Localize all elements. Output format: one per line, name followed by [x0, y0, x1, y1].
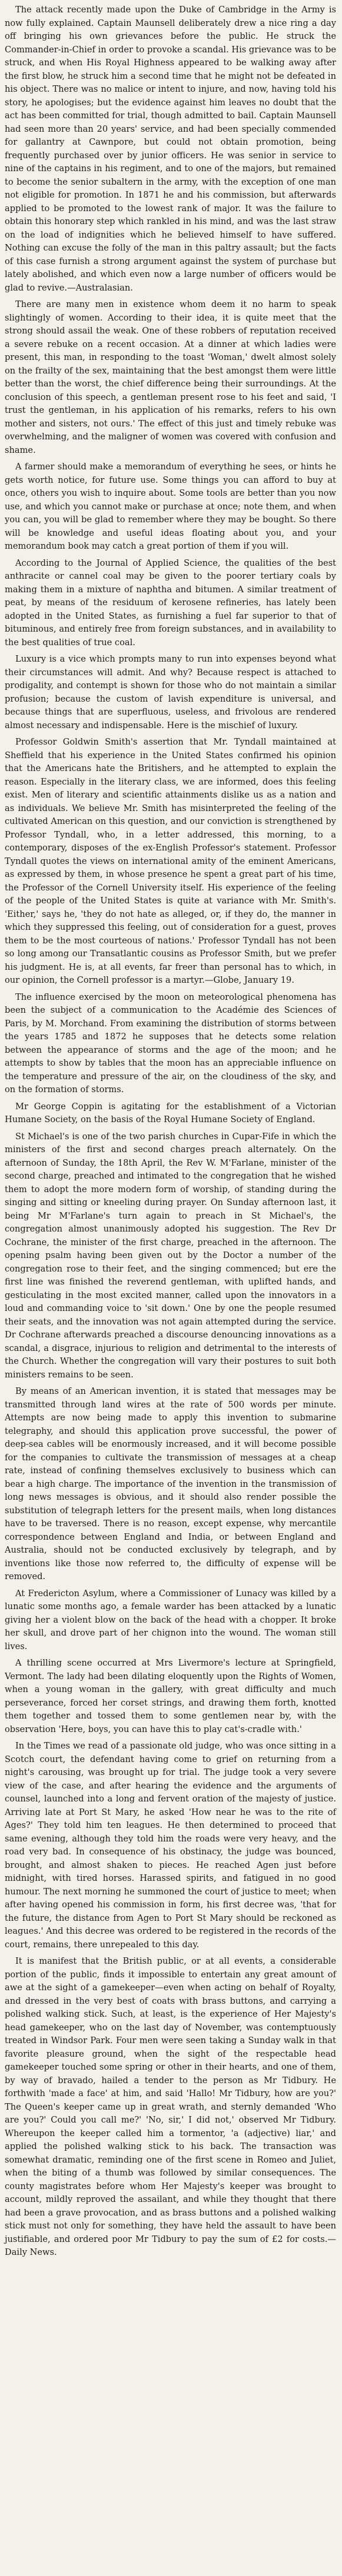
paragraph-telegraph-invention: By means of an American invention, it is stated that messages may be transmitted through land wires at the rate of 500 words per minute. Attempts are now being made to apply this invention to submarine telegraphy, and should this application prove successful, the power of deep-sea cables will be enormously increased, and it will become possible for the companies to cultivate the transmission of messages at a cheap rate, instead of confining themselves exclusively to business which can bear a high charge. The importance of the invention in the transmission of long news messages is obvious, and it should also render possible the substitution of telegraph letters for the present mails, when long distances have to be traversed. There is no reason, except expense, why mercantile correspondence between England and India, or between England and Australia, should not be conducted exclusively by telegraph, and by inventions like those now referred to, the difficulty of expense will be removed. — [5, 1386, 336, 1581]
paragraph-asylum-attack: At Fredericton Asylum, where a Commissioner of Lunacy was killed by a lunatic some months ago, a female warder has been attacked by a lunatic giving her a violent blow on the back of the head with a chopper. It broke her skull, and drove part of her chignon into the wound. The woman still lives. — [5, 1588, 336, 1651]
paragraph-moon-storms: The influence exercised by the moon on meteorological phenomena has been the subject of a communication to the Académie des Sciences of Paris, by M. Morchand. From examining the distribution of storms between the years 1785 and 1872 he supposes that he detects some relation between the appearance of storms and the age of the moon; and he attempts to show by tables that the moon has an appreciable influence on the temperature and pressure of the air, on the cloudiness of the sky, and on the formation of storms. — [5, 992, 336, 1095]
paragraph-lecture-scene: A thrilling scene occurred at Mrs Livermore's lecture at Springfield, Vermont. The lady had been dilating eloquently upon the Rights of Women, when a young woman in the gallery, with great difficulty and much perseverance, forced her corset strings, and drawing them forth, knotted them together and tossed them to some gentlemen near by, with the observation 'Here, boys, you can have this to play cat's-cradle with.' — [5, 1658, 336, 1734]
paragraph-coal-improvement: According to the Journal of Applied Science, the qualities of the best anthracite or cannel coal may be given to the poorer tertiary coals by making them in a mixture of naphtha and bitumen. A similar treatment of peat, by means of the residuum of kerosene refineries, has lately been adopted in the United States, as furnishing a fuel far superior to that of bituminous, and entirely free from foreign substances, and in availability to the best qualities of true coal. — [5, 558, 336, 648]
paragraph-army-affair: The attack recently made upon the Duke of Cambridge in the Army is now fully explained. Captain Maunsell deliberately drew a nice ring a day off bringing his own grievances before the public. He struck the Commander-in-Chief in order to provoke a scandal. His grievance was to be struck, and when His Royal Highness appeared to be walking away after the first blow, he struck him a second time that he might not be defeated in his object. There was no malice or intent to injure, and now, having told his story, he apologises; but the evidence against him leaves no doubt that the act has been committed for trial, though admitted to bail. Captain Maunsell had seen more than 20 years' service, and had been specially commended for gallantry at Cawnpore, but could not obtain promotion, being frequently purchased over by junior officers. He was senior in service to nine of the captains in his regiment, and to one of the majors, but remained to become the senior subaltern in the army, with the exception of one man not eligible for promotion. In 1871 he and his commission, but afterwards applied to be promoted to the lowest rank of major. It was the failure to obtain this honorary step which rankled in his mind, and was the last straw on the load of indignities which he believed himself to have suffered. Nothing can excuse the folly of the man in this paltry assault; but the facts of this case furnish a strong argument against the system of purchase but lately abolished, and which even now a large number of officers would be glad to revive.—Australasian. — [5, 5, 336, 293]
paragraph-humane-society: Mr George Coppin is agitating for the establishment of a Victorian Humane Society, on the basis of the Royal Humane Society of England. — [5, 1101, 336, 1125]
paragraph-windsor-gamekeeper: It is manifest that the British public, or at all events, a considerable portion of the public, finds it impossible to entertain any great amount of awe at the sight of a gamekeeper—even when acting on behalf of Royalty, and dressed in the very best of coats with brass buttons, and carrying a polished walking stick. Such, at least, is the experience of Her Majesty's head gamekeeper, who on the last day of November, was contemptuously treated in Windsor Park. Four men were seen taking a Sunday walk in that favorite pleasure ground, when the sight of the respectable head gamekeeper touched some spring or other in their hearts, and one of them, by way of bravado, hailed a tender to the person as Mr Tidbury. He forthwith 'made a face' at him, and said 'Hallo! Mr Tidbury, how are you?' The Queen's keeper came up in great wrath, and sternly demanded 'Who are you?' Could you call me?' 'No, sir,' I did not,' observed Mr Tidbury. Whereupon the keeper called him a tormentor, 'a (adjective) liar,' and applied the polished walking stick to his back. The transaction was somewhat dramatic, reminding one of the first scene in Romeo and Juliet, when the biting of a thumb was followed by similar consequences. The county magistrates before whom Her Majesty's keeper was brought to account, mildly reproved the assailant, and while they thought that there had been a grave provocation, and as brass buttons and a polished walking stick must not only for something, they have held the assault to have been justifiable, and ordered poor Mr Tidbury to pay the sum of £2 for costs.—Daily News. — [5, 1956, 336, 2257]
paragraph-farmer-memorandum: A farmer should make a memorandum of everything he sees, or hints he gets worth notice, for future use. Some things you can afford to buy at once, others you wish to inquire about. Some tools are better than you now use, and which you cannot make or purchase at once; note them, and when you can, you will be glad to remember where they may be bought. So there will be knowledge and useful ideas floating about you, and your memorandum book may catch a great portion of them if you will. — [5, 462, 336, 551]
paragraph-tyndall-americans: Professor Goldwin Smith's assertion that Mr. Tyndall maintained at Sheffield that his experience in the United States confirmed his opinion that the Americans hate the Britishers, and he attempted to explain the reason. Especially in the literary class, we are informed, does this feeling exist. Men of literary and scientific attainments dislike us as a nation and as individuals. We believe Mr. Smith has misinterpreted the feeling of the cultivated American on this question, and our conviction is strengthened by Professor Tyndall, who, in a letter addressed, this morning, to a contemporary, disposes of the ex-English Professor's statement. Professor Tyndall quotes the views on international amity of the eminent Americans, as expressed by them, in whose presence he spent a great part of his time, the Professor of the Cornell University itself. His experience of the feeling of the people of the United States is quite at variance with Mr. Smith's. 'Either,' says he, 'they do not hate as alleged, or, if they do, the manner in which they suppressed this feeling, out of consideration for a guest, proves them to be the most courteous of nations.' Professor Tyndall has not been so long among our Transatlantic cousins as Professor Smith, but we prefer his judgment. He is, at all events, far freer than personal has to which, in our opinion, the Cornell professor is a martyr.—Globe, January 19. — [5, 737, 336, 985]
paragraph-cupar-church: St Michael's is one of the two parish churches in Cupar-Fife in which the ministers of the first and second charges preach alternately. On the afternoon of Sunday, the 18th April, the Rev W. M'Farlane, minister of the second charge, preached and intimated to the congregation that he wished them to adopt the more modern form of worship, of standing during the singing and sitting or kneeling during prayer. On Sunday afternoon last, it being Mr M'Farlane's turn again to preach in St Michael's, the congregation almost unanimously adopted his suggestion. The Rev Dr Cochrane, the minister of the first charge, preached in the afternoon. The opening psalm having been given out by the Doctor a number of the congregation rose to their feet, and the singing commenced; but ere the first line was finished the reverend gentleman, with uplifted hands, and gesticulating in the most excited manner, called upon the innovators in a loud and commanding voice to 'sit down.' One by one the people resumed their seats, and the innovation was not again attempted during the service. Dr Cochrane afterwards preached a discourse denouncing innovations as a scandal, a disgrace, injurious to religion and detrimental to the interests of the Church. Whether the congregation will vary their postures to suit both ministers remains to be seen. — [5, 1131, 336, 1380]
paragraph-scotch-judge: In the Times we read of a passionate old judge, who was once sitting in a Scotch court, the defendant having come to grief on returning from a night's carousing, was brought up for trial. The judge took a very severe view of the case, and after hearing the evidence and the arguments of counsel, launched into a long and fervent oration of the majesty of justice. Arriving late at Port St Mary, he asked 'How near he was to the rite of Ages?' They told him ten leagues. He then determined to proceed that same evening, although they told him the roads were very heavy, and the road very bad. In consequence of his obstinacy, the judge was bounced, brought, and almost shaken to pieces. He reached Agen just before midnight, with tired horses. Harassed spirits, and fatigued in no good humour. The next morning he summoned the court of justice to meet; when after having opened his commission in form, his first decree was, 'that for the future, the distance from Agen to Port St Mary should be reckoned as leagues.' And this decree was ordered to be registered in the records of the court, remains, there unrepealed to this day. — [5, 1741, 336, 1950]
paragraph-luxury: Luxury is a vice which prompts many to run into expenses beyond what their circumstances will admit. And why? Because respect is attached to prodigality, and contempt is shown for those who do not maintain a similar profusion; because the custom of lavish expenditure is universal, and because things that are superfluous, useless, and frivolous are rendered almost necessary and indispensable. Here is the mischief of luxury. — [5, 654, 336, 730]
paragraph-toast-to-woman: There are many men in existence whom deem it no harm to speak slightingly of women. According to their idea, it is quite meet that the strong should assail the weak. One of these robbers of reputation received a severe rebuke on a recent occasion. At a dinner at which ladies were present, this man, in responding to the toast 'Woman,' dwelt almost solely on the frailty of the sex, maintaining that the best amongst them were little better than the worst, the chief difference being their surroundings. At the conclusion of this speech, a gentleman present rose to his feet and said, 'I trust the gentleman, in his application of his remarks, refers to his own mother and sisters, not ours.' The effect of this just and timely rebuke was overwhelming, and the maligner of women was covered with confusion and shame. — [5, 299, 336, 455]
